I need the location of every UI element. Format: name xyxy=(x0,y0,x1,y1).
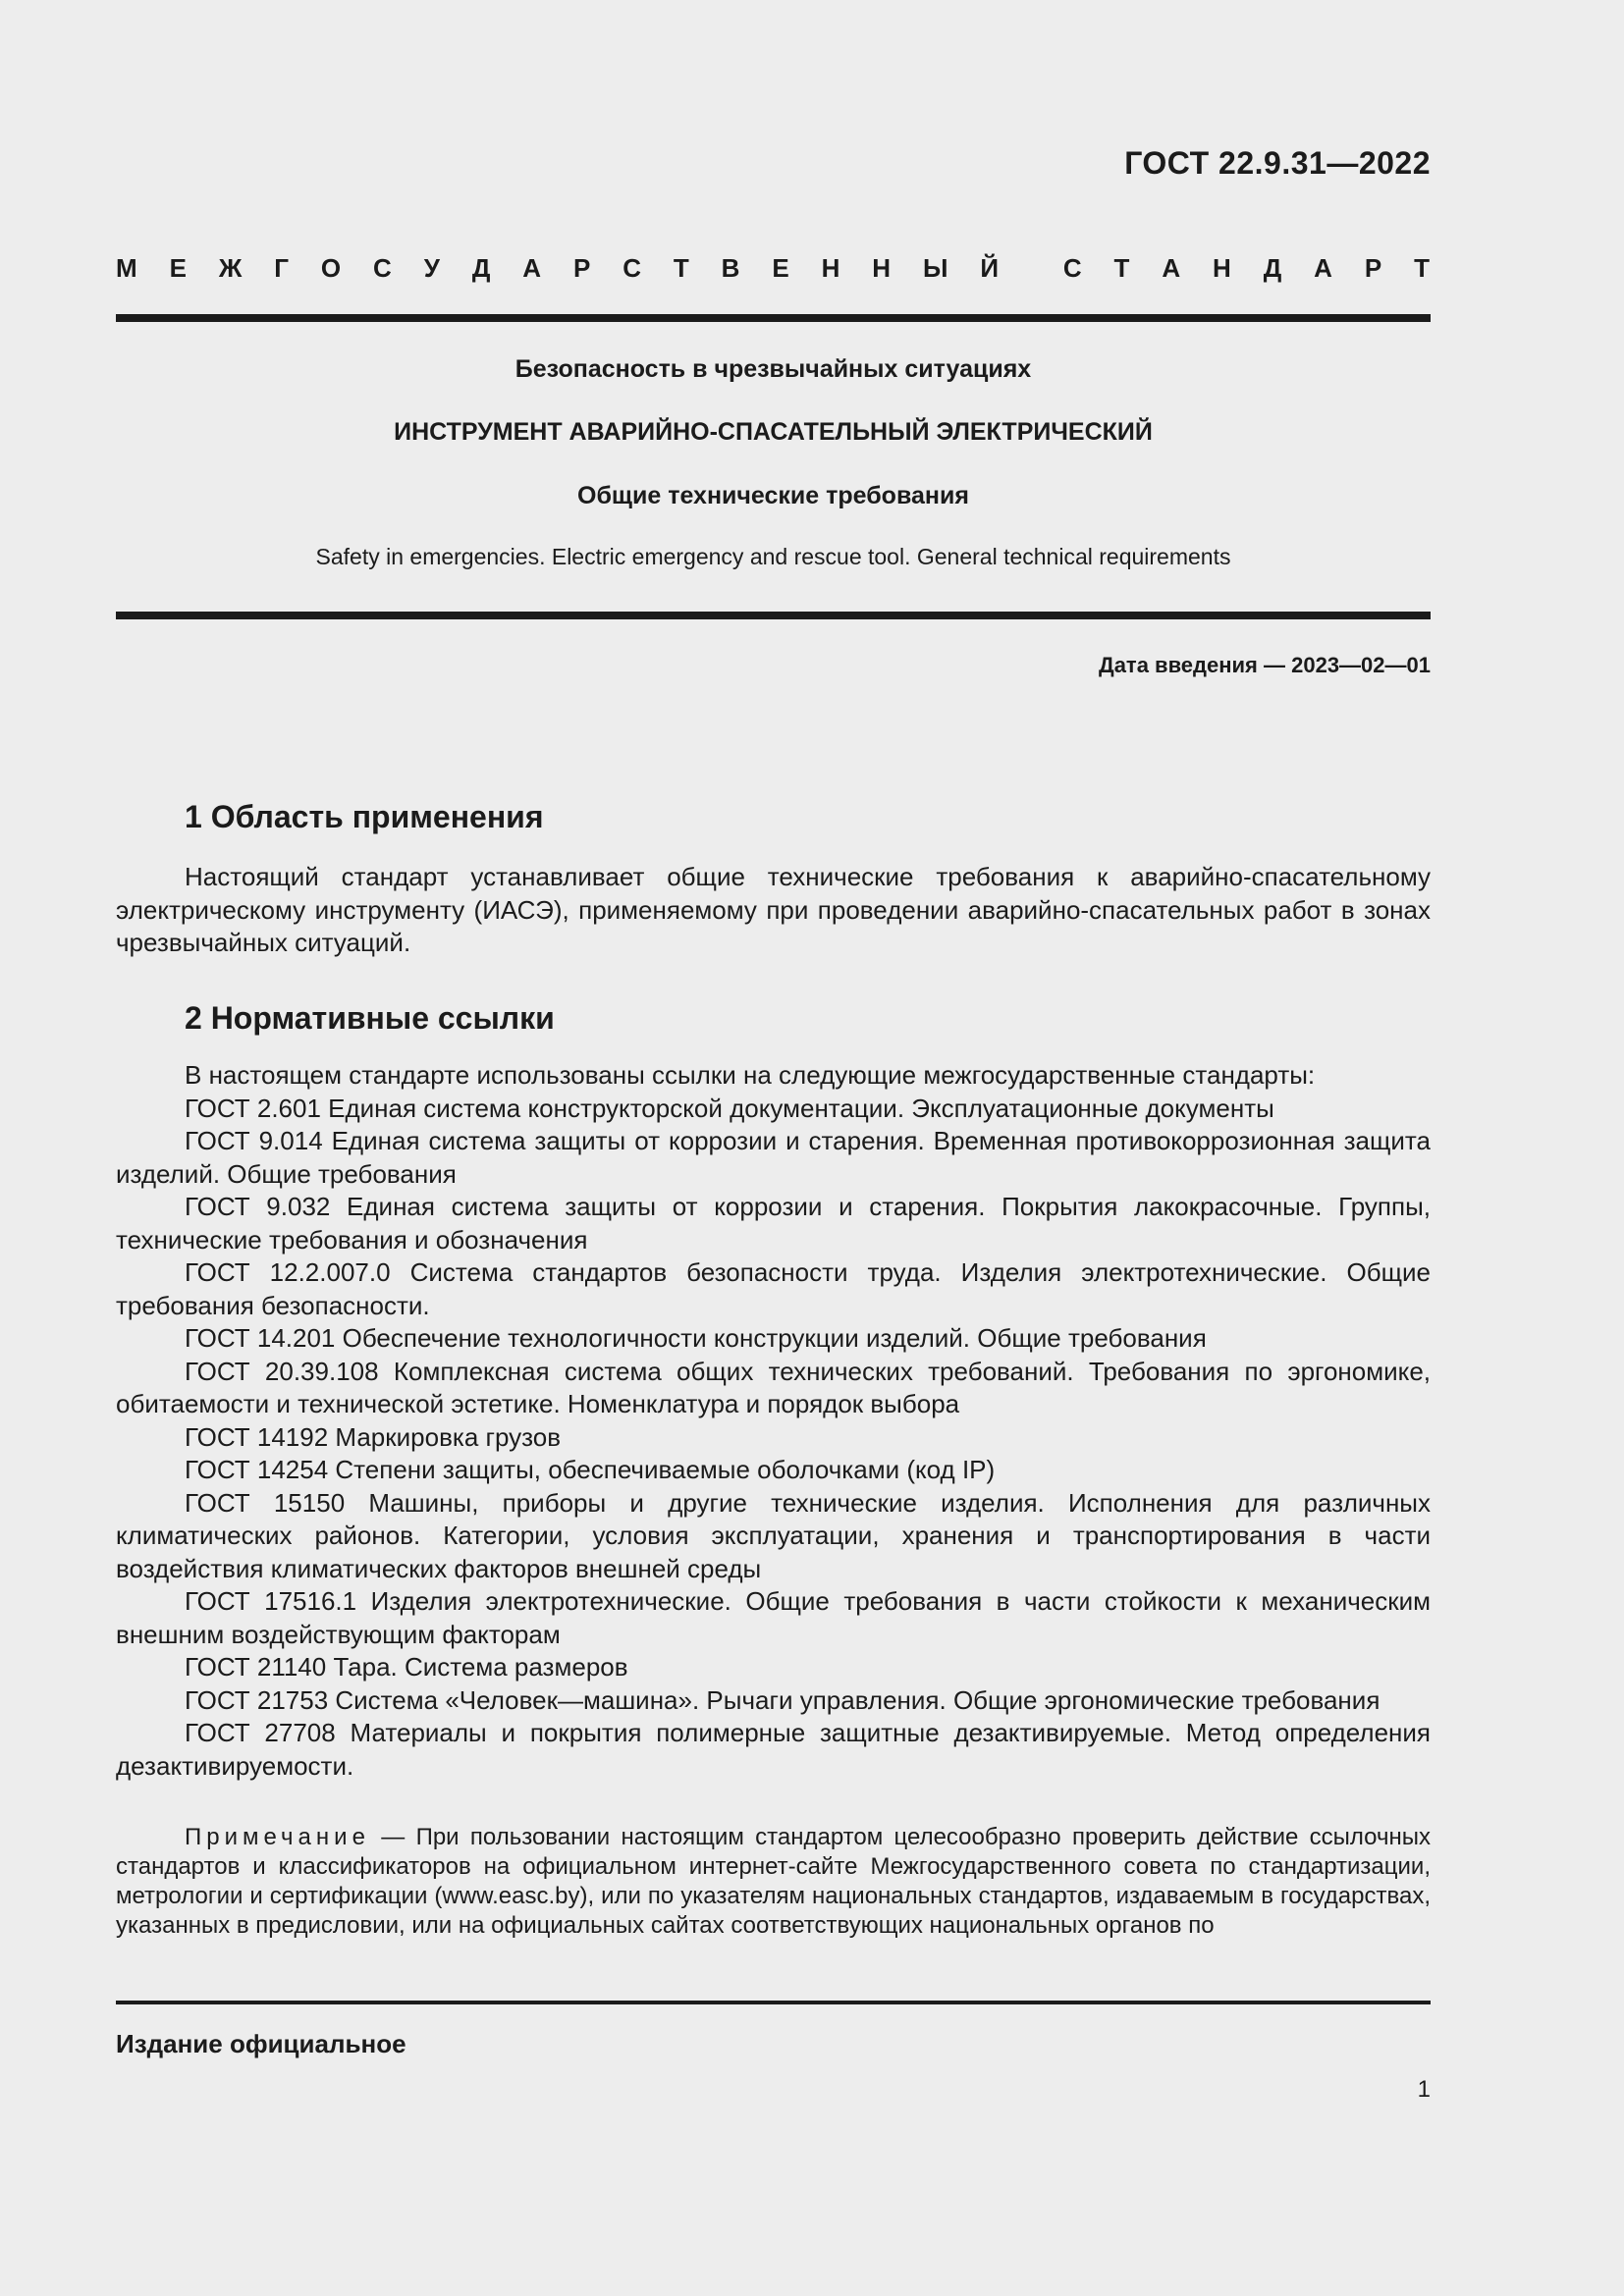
reference-item: ГОСТ 9.032 Единая система защиты от коррозии и старения. Покрытия лакокрасочные. Группы, технические требования и обозначения xyxy=(116,1192,1431,1255)
interstate-letter: Н xyxy=(821,253,840,283)
note-label: Примечание xyxy=(185,1824,370,1850)
section-2-references xyxy=(116,1059,1431,1783)
note-text: — При пользовании настоящим стандартом целесообразно проверить действие ссылочных стандартов и классификаторов на официальном интернет-сайте Межгосударственного совета по стандартизации, метрологии и сертификации (www.easc.by), или по указателям национальных стандартов, издаваемым в государствах, указанных в предисловии, или на официальных сайтах соответствующих национальных органов по xyxy=(116,1824,1431,1939)
interstate-letter: Т xyxy=(1414,253,1430,283)
interstate-letter: Й xyxy=(980,253,1000,283)
reference-item: ГОСТ 14.201 Обеспечение технологичности конструкции изделий. Общие требования xyxy=(185,1323,1207,1353)
interstate-letter: Н xyxy=(872,253,892,283)
interstate-letter: С xyxy=(373,253,392,283)
interstate-letter: У xyxy=(423,253,440,283)
reference-item: ГОСТ 14254 Степени защиты, обеспечиваемые оболочками (код IP) xyxy=(185,1455,996,1484)
interstate-letter: Р xyxy=(572,253,591,283)
interstate-standard-label xyxy=(116,253,1430,284)
category-title: Безопасность в чрезвычайных ситуациях xyxy=(514,355,1032,383)
interstate-letter: В xyxy=(721,253,740,283)
interstate-letter: С xyxy=(623,253,641,283)
main-title: ИНСТРУМЕНТ АВАРИЙНО-СПАСАТЕЛЬНЫЙ ЭЛЕКТРИЧЕСКИЙ xyxy=(394,418,1153,446)
reference-item: ГОСТ 27708 Материалы и покрытия полимерные защитные дезактивируемые. Метод определения дезактивируемости. xyxy=(116,1718,1431,1781)
page-number: 1 xyxy=(1417,2076,1431,2103)
section-2-heading: 2 Нормативные ссылки xyxy=(185,1000,555,1036)
section-1-heading: 1 Область применения xyxy=(185,799,544,834)
interstate-letter: О xyxy=(320,253,342,283)
interstate-letter: Ж xyxy=(218,253,243,283)
interstate-letter: Е xyxy=(169,253,187,283)
official-edition: Издание официальное xyxy=(116,2029,406,2058)
interstate-letter: Д xyxy=(1263,253,1282,283)
gost-number: ГОСТ 22.9.31—2022 xyxy=(1124,145,1431,181)
reference-item: ГОСТ 17516.1 Изделия электротехнические. Общие требования в части стойкости к механическим внешним воздействующим факторам xyxy=(116,1586,1431,1649)
note xyxy=(116,1823,1431,1941)
title-rule xyxy=(116,612,1431,619)
interstate-letter: Д xyxy=(471,253,491,283)
reference-item: ГОСТ 2.601 Единая система конструкторской документации. Эксплуатационные документы xyxy=(185,1093,1274,1123)
reference-item: ГОСТ 12.2.007.0 Система стандартов безопасности труда. Изделия электротехнические. Общие требования безопасности. xyxy=(116,1257,1431,1320)
reference-item: ГОСТ 15150 Машины, приборы и другие технические изделия. Исполнения для различных климатических районов. Категории, условия эксплуатации, хранения и транспортирования в части воздействия климатических факторов внешней среды xyxy=(116,1487,1431,1583)
header-rule xyxy=(116,314,1431,322)
paragraph: Настоящий стандарт устанавливает общие технические требования к аварийно-спасательному электрическому инструменту (ИАСЭ), применяемому при проведении аварийно-спасательных работ в зонах чрезвычайных ситуаций. xyxy=(116,862,1431,957)
interstate-letter: Р xyxy=(1364,253,1382,283)
paragraph: В настоящем стандарте использованы ссылки на следующие межгосударственные стандарты: xyxy=(185,1060,1316,1090)
interstate-letter: Ы xyxy=(922,253,948,283)
reference-item: ГОСТ 20.39.108 Комплексная система общих технических требований. Требования по эргономике, обитаемости и технической эстетике. Номенклатура и порядок выбора xyxy=(116,1356,1431,1418)
interstate-letter: Е xyxy=(772,253,789,283)
english-title: Safety in emergencies. Electric emergency and rescue tool. General technical requirements xyxy=(315,544,1231,569)
reference-item: ГОСТ 21140 Тара. Система размеров xyxy=(185,1652,628,1682)
interstate-letter: А xyxy=(522,253,542,283)
interstate-letter: М xyxy=(116,253,137,283)
subtitle: Общие технические требования xyxy=(577,482,969,509)
interstate-letter: Н xyxy=(1213,253,1231,283)
interstate-letter: А xyxy=(1162,253,1181,283)
reference-item: ГОСТ 21753 Система «Человек—машина». Рычаги управления. Общие эргономические требования xyxy=(185,1684,1380,1715)
section-1-text xyxy=(116,861,1431,960)
effective-date: Дата введения — 2023—02—01 xyxy=(1099,653,1431,677)
interstate-letter: С xyxy=(1062,253,1082,283)
interstate-letter: А xyxy=(1314,253,1332,283)
interstate-letter: Т xyxy=(1113,253,1130,283)
reference-item: ГОСТ 14192 Маркировка грузов xyxy=(185,1421,562,1452)
interstate-letter: Г xyxy=(274,253,289,283)
interstate-letter: Т xyxy=(673,253,689,283)
footer-rule xyxy=(116,2001,1431,2004)
reference-item: ГОСТ 9.014 Единая система защиты от коррозии и старения. Временная противокоррозионная защита изделий. Общие требования xyxy=(116,1126,1431,1189)
